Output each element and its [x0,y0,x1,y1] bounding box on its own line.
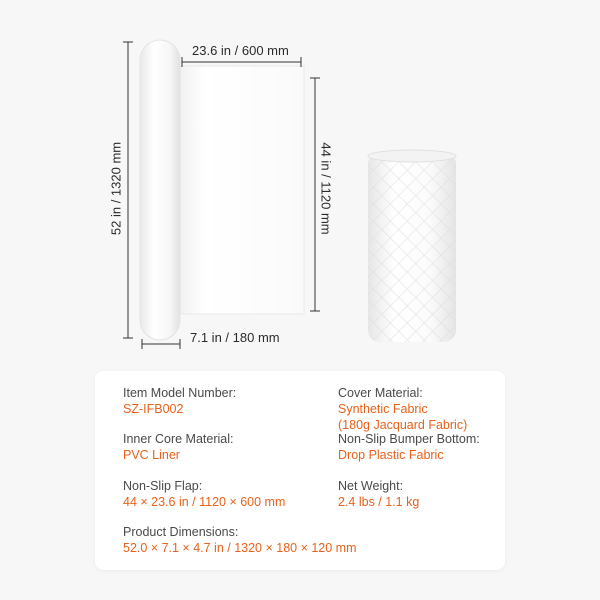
flap-sheet [180,66,304,314]
dimensions-label: Product Dimensions: [123,525,239,539]
weight-label: Net Weight: [338,479,404,493]
flap-label: Non-Slip Flap: [123,479,203,493]
bumper-label: Non-Slip Bumper Bottom: [338,432,480,446]
item-model-value: SZ-IFB002 [123,402,184,416]
total-length-label: 52 in / 1320 mm [108,141,124,236]
quilted-roll [368,150,456,342]
flap-length-label: 44 in / 1120 mm [318,142,334,235]
inner-core-label: Inner Core Material: [123,432,234,446]
inner-core-value: PVC Liner [123,448,180,462]
flap-value: 44 × 23.6 in / 1120 × 600 mm [123,495,286,509]
cover-material-value-detail: (180g Jacquard Fabric) [338,418,468,432]
spec-card [95,371,505,570]
flap-width-label: 23.6 in / 600 mm [192,43,289,58]
long-roll [140,40,180,340]
cover-material-value: Synthetic Fabric [338,402,428,416]
cover-material-label: Cover Material: [338,386,423,400]
roll-diameter-label: 7.1 in / 180 mm [190,330,280,345]
item-model-label: Item Model Number: [123,386,237,400]
dimensions-value: 52.0 × 7.1 × 4.7 in / 1320 × 180 × 120 mm [123,541,357,555]
bumper-value: Drop Plastic Fabric [338,448,444,462]
weight-value: 2.4 lbs / 1.1 kg [338,495,420,509]
